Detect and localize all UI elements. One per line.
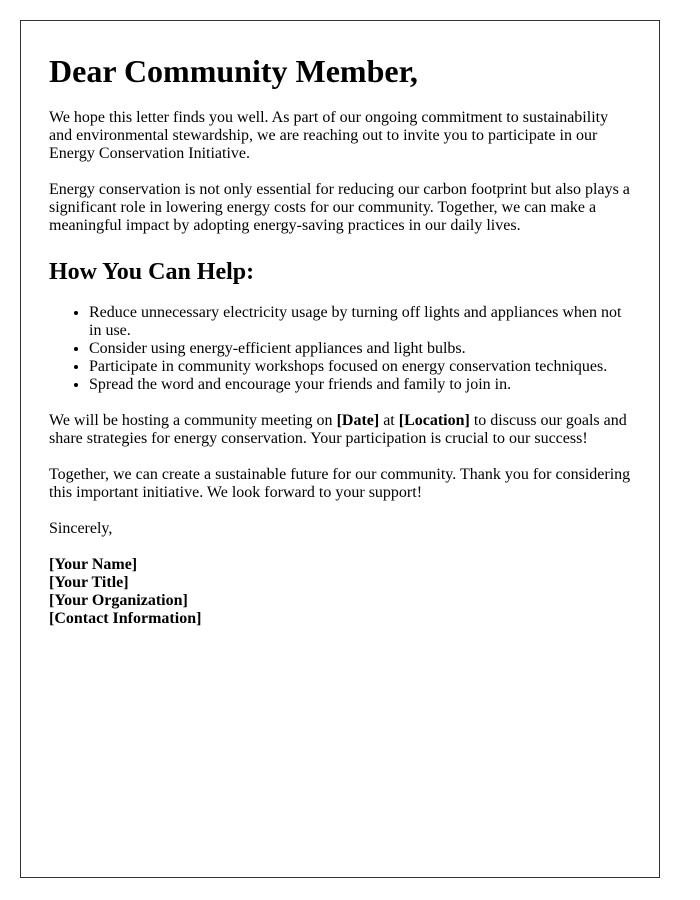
help-list <box>49 304 631 394</box>
meeting-text-part2: at <box>379 412 399 429</box>
letter-page <box>20 20 660 878</box>
meeting-date-placeholder: [Date] <box>336 412 380 429</box>
intro-paragraph: We hope this letter finds you well. As part of our ongoing commitment to sustainability and environmental stewardship, we are reaching out to invite you to participate in our Energy Conservation Initiative. <box>49 109 609 162</box>
help-list-item: • Participate in community workshops focused on energy conservation techniques. <box>89 358 631 376</box>
help-list-item: • Consider using energy-efficient appliances and light bulbs. <box>89 340 631 358</box>
meeting-text-part3: to discuss our goals and share strategies for energy conservation. Your participation is crucial to our success! <box>49 412 627 447</box>
meeting-text-part1: We will be hosting a community meeting on <box>49 412 337 429</box>
meeting-paragraph <box>49 412 631 448</box>
help-heading: How You Can Help: <box>49 259 255 285</box>
signature-name: [Your Name] <box>49 556 138 573</box>
closing-paragraph: Together, we can create a sustainable future for our community. Thank you for considering this important initiative. We look forward to your support! <box>49 466 631 501</box>
signature-contact: [Contact Information] <box>49 610 202 627</box>
help-list-item: • Reduce unnecessary electricity usage by turning off lights and appliances when not in use. <box>89 304 631 340</box>
signature-block <box>49 556 631 628</box>
greeting-heading: Dear Community Member, <box>49 53 418 89</box>
signoff: Sincerely, <box>49 520 113 537</box>
importance-paragraph: Energy conservation is not only essential for reducing our carbon footprint but also plays a significant role in lowering energy costs for our community. Together, we can make a meaningful impact by adopting energy-saving practices in our daily lives. <box>49 181 630 234</box>
help-list-item: • Spread the word and encourage your friends and family to join in. <box>89 376 631 394</box>
meeting-location-placeholder: [Location] <box>398 412 470 429</box>
signature-organization: [Your Organization] <box>49 592 188 609</box>
signature-title: [Your Title] <box>49 574 129 591</box>
